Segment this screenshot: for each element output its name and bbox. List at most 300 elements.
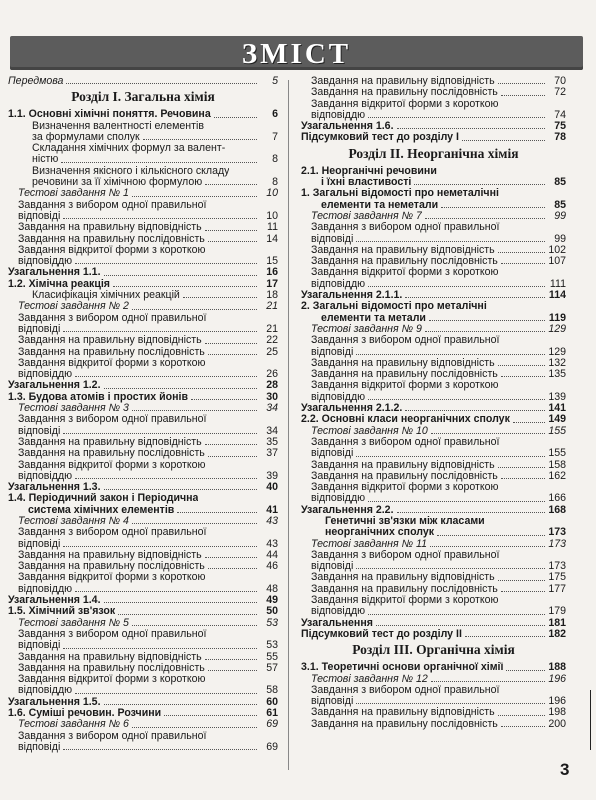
toc-page-number: 61 (266, 707, 278, 720)
toc-entry[interactable] (301, 200, 566, 211)
dot-leader (437, 535, 545, 536)
toc-page-number: 49 (266, 594, 278, 607)
dot-leader (63, 433, 257, 434)
toc-entry[interactable] (301, 561, 566, 572)
dot-leader (356, 354, 545, 355)
toc-entry-title: речовини за її хімічною формулою (32, 177, 203, 189)
toc-entry[interactable] (8, 267, 278, 278)
toc-entry[interactable] (8, 663, 278, 674)
toc-entry-title: Завдання відкритої форми з короткою (311, 595, 499, 607)
toc-entry[interactable] (8, 471, 278, 482)
toc-entry-title: Завдання відкритої форми з короткою (18, 572, 206, 584)
dot-leader (498, 83, 545, 84)
toc-page-number: 26 (266, 368, 278, 381)
dot-leader (75, 591, 257, 592)
toc-entry[interactable] (301, 121, 566, 132)
toc-entry[interactable] (8, 121, 278, 132)
toc-entry[interactable] (301, 110, 566, 121)
toc-entry-title: 1.2. Хімічна реакція (8, 278, 110, 290)
dot-leader (104, 275, 257, 276)
toc-page-number: 53 (266, 639, 278, 652)
toc-entry[interactable] (301, 245, 566, 256)
toc-entry[interactable] (301, 99, 566, 110)
dot-leader (63, 749, 257, 750)
toc-entry[interactable] (8, 652, 278, 663)
dot-leader (506, 670, 545, 671)
dot-leader (177, 512, 257, 513)
toc-entry[interactable] (8, 550, 278, 561)
dot-leader (430, 546, 545, 547)
toc-entry[interactable] (301, 76, 566, 87)
toc-entry[interactable] (8, 618, 278, 629)
toc-page-number: 53 (266, 616, 278, 629)
toc-page-number: 75 (554, 120, 566, 133)
toc-entry[interactable] (301, 188, 566, 199)
toc-entry[interactable] (8, 200, 278, 211)
dot-leader (441, 207, 545, 208)
dot-leader (205, 230, 257, 231)
toc-entry[interactable] (8, 674, 278, 685)
toc-entry[interactable] (301, 448, 566, 459)
toc-entry[interactable] (8, 76, 278, 87)
toc-entry-title: Узагальнення 1.4. (8, 595, 101, 607)
toc-entry[interactable] (301, 234, 566, 245)
toc-entry[interactable] (8, 572, 278, 583)
toc-entry[interactable] (301, 290, 566, 301)
dot-leader (205, 444, 257, 445)
dot-leader (356, 456, 545, 457)
toc-page-number: 78 (554, 131, 566, 144)
toc-entry[interactable] (301, 301, 566, 312)
toc-entry[interactable] (301, 595, 566, 606)
toc-entry[interactable] (8, 222, 278, 233)
toc-entry-title: Завдання відкритої форми з короткою (18, 459, 206, 471)
toc-entry-title: Завдання відкритої форми з короткою (18, 357, 206, 369)
toc-entry[interactable] (8, 606, 278, 617)
toc-entry-title: Завдання з вибором одної правильної (311, 436, 500, 448)
toc-entry[interactable] (8, 719, 278, 730)
toc-page-number: 129 (548, 322, 566, 335)
dot-leader (368, 117, 545, 118)
toc-entry[interactable] (8, 154, 278, 165)
toc-entry-title: 1.6. Суміші речовин. Розчини (8, 708, 162, 720)
toc-entry-title: Завдання на правильну відповідність (311, 357, 495, 369)
toc-entry-title: Узагальнення (301, 617, 373, 629)
toc-page-number: 60 (266, 695, 278, 708)
toc-entry[interactable] (301, 584, 566, 595)
toc-page-number: 21 (266, 300, 278, 313)
toc-entry-title: відповіді (18, 741, 61, 753)
dot-leader (132, 410, 257, 411)
dot-leader (498, 580, 545, 581)
toc-page-number: 21 (266, 322, 278, 335)
dot-leader (132, 309, 257, 310)
toc-entry[interactable] (301, 674, 566, 685)
toc-entry[interactable] (301, 347, 566, 358)
toc-entry[interactable] (8, 324, 278, 335)
toc-entry[interactable] (8, 143, 278, 154)
toc-entry[interactable] (8, 403, 278, 414)
section-heading: Розділ II. Неорганічна хімія (348, 145, 519, 161)
dot-leader (431, 681, 545, 682)
toc-entry[interactable] (8, 629, 278, 640)
toc-entry-title: 1. Загальні відомості про неметалічні (301, 188, 499, 200)
dot-leader (132, 196, 257, 197)
toc-page-number: 139 (548, 390, 566, 403)
dot-leader (208, 456, 257, 457)
dot-leader (104, 489, 257, 490)
toc-entry[interactable] (8, 584, 278, 595)
toc-page-number: 57 (266, 661, 278, 674)
toc-entry-title: Завдання на правильну послідовність (311, 256, 498, 268)
dot-leader (425, 331, 545, 332)
toc-entry-title: елементи та метали (321, 312, 426, 324)
dot-leader (498, 467, 545, 468)
toc-page-number: 40 (266, 481, 278, 494)
toc-entry-title: відповіді (311, 346, 354, 358)
toc-entry-title: відповіддю (311, 109, 366, 121)
dot-leader (368, 286, 545, 287)
dot-leader (164, 715, 257, 716)
toc-entry[interactable] (8, 211, 278, 222)
toc-entry-title: і їхні властивості (321, 177, 412, 189)
toc-entry[interactable] (301, 606, 566, 617)
toc-entry-title: Узагальнення 2.1.2. (301, 403, 403, 415)
dot-leader (425, 218, 545, 219)
toc-page-number: 74 (554, 108, 566, 121)
toc-entry[interactable] (301, 177, 566, 188)
toc-entry-title: Тестові завдання № 1 (18, 188, 129, 200)
toc-entry-title: Підсумковий тест до розділу II (301, 628, 462, 640)
toc-page-number: 34 (266, 424, 278, 437)
toc-page-number: 99 (554, 209, 566, 222)
dot-leader (75, 478, 257, 479)
toc-entry[interactable] (8, 380, 278, 391)
toc-entry[interactable] (301, 662, 566, 673)
toc-entry-title: Завдання на правильну послідовність (18, 233, 205, 245)
toc-entry-title: Передмова (8, 76, 64, 87)
toc-entry[interactable] (8, 132, 278, 143)
toc-page-number: 10 (266, 209, 278, 222)
dot-leader (501, 263, 545, 264)
toc-page-number: 111 (549, 277, 566, 290)
dot-leader (501, 95, 545, 96)
toc-entry-title: Тестові завдання № 10 (311, 425, 428, 437)
toc-entry[interactable] (301, 358, 566, 369)
toc-entry-title: Завдання на правильну послідовність (18, 561, 205, 573)
dot-leader (208, 568, 257, 569)
toc-entry[interactable] (301, 719, 566, 730)
dot-leader (429, 320, 545, 321)
toc-entry[interactable] (301, 324, 566, 335)
toc-entry[interactable] (301, 211, 566, 222)
toc-entry-title: відповіді (311, 696, 354, 708)
dot-leader (205, 659, 257, 660)
toc-page-number: 18 (266, 289, 278, 302)
toc-entry[interactable] (8, 290, 278, 301)
toc-entry[interactable] (8, 392, 278, 403)
toc-page-number: 85 (554, 198, 566, 211)
toc-entry[interactable] (301, 539, 566, 550)
toc-entry[interactable] (301, 392, 566, 403)
toc-entry[interactable] (301, 403, 566, 414)
dot-leader (501, 726, 545, 727)
toc-entry[interactable] (8, 460, 278, 471)
toc-entry[interactable] (301, 279, 566, 290)
toc-page-number: 198 (548, 706, 566, 719)
dot-leader (132, 727, 257, 728)
toc-entry[interactable] (8, 505, 278, 516)
toc-page-number: 168 (548, 503, 566, 516)
toc-entry-title: Завдання з вибором одної правильної (18, 312, 207, 324)
dot-leader (205, 343, 257, 344)
page-number: 3 (560, 760, 570, 779)
toc-entry-title: Завдання на правильну відповідність (18, 436, 202, 448)
dot-leader (66, 83, 257, 84)
toc-entry-title: за формулами сполук (32, 131, 140, 143)
toc-entry[interactable] (8, 234, 278, 245)
toc-entry-title: Завдання з вибором одної правильної (311, 222, 500, 234)
toc-entry[interactable] (301, 707, 566, 718)
toc-entry[interactable] (8, 279, 278, 290)
toc-entry[interactable] (301, 166, 566, 177)
toc-entry[interactable] (301, 482, 566, 493)
toc-entry[interactable] (301, 460, 566, 471)
toc-entry-title: Завдання на правильну послідовність (18, 346, 205, 358)
toc-entry[interactable] (8, 347, 278, 358)
toc-page-number: 102 (548, 243, 566, 256)
toc-page-number: 181 (548, 616, 566, 629)
toc-entry[interactable] (8, 482, 278, 493)
toc-entry[interactable] (301, 493, 566, 504)
toc-entry[interactable] (8, 426, 278, 437)
dot-leader (513, 422, 545, 423)
toc-entry[interactable] (8, 245, 278, 256)
toc-entry[interactable] (301, 437, 566, 448)
toc-entry[interactable] (301, 369, 566, 380)
toc-entry-title: Завдання з вибором одної правильної (311, 549, 500, 561)
dot-leader (118, 614, 257, 615)
toc-entry[interactable] (8, 358, 278, 369)
toc-entry-title: відповіді (18, 323, 61, 335)
toc-entry-title: Завдання відкритої форми з короткою (311, 380, 499, 392)
toc-entry-title: відповіддю (311, 391, 366, 403)
toc-entry[interactable] (301, 516, 566, 527)
toc-entry-title: Завдання на правильну послідовність (311, 470, 498, 482)
toc-page-number: 58 (266, 684, 278, 697)
dot-leader (208, 241, 257, 242)
toc-entry[interactable] (8, 256, 278, 267)
toc-entry-title: Завдання відкритої форми з короткою (18, 674, 206, 686)
toc-entry[interactable] (8, 640, 278, 651)
dot-leader (414, 184, 545, 185)
toc-entry[interactable] (301, 471, 566, 482)
toc-entry[interactable] (8, 109, 278, 120)
toc-entry-title: Завдання на правильну відповідність (18, 549, 202, 561)
toc-entry-title: відповіддю (18, 685, 73, 697)
toc-page-number: 15 (266, 255, 278, 268)
toc-entry-title: відповіддю (18, 470, 73, 482)
toc-page-number: 200 (548, 717, 566, 730)
toc-page-number: 173 (548, 526, 566, 539)
toc-entry[interactable] (8, 742, 278, 753)
toc-entry[interactable] (8, 188, 278, 199)
toc-entry[interactable] (8, 527, 278, 538)
toc-entry-title: Завдання з вибором одної правильної (311, 684, 500, 696)
dot-leader (498, 252, 545, 253)
dot-leader (498, 715, 545, 716)
dot-leader (205, 557, 257, 558)
dot-leader (465, 636, 545, 637)
toc-page-number: 8 (272, 153, 278, 166)
toc-page-number: 43 (266, 514, 278, 527)
toc-entry-title: Завдання відкритої форми з короткою (311, 98, 499, 110)
toc-entry[interactable] (301, 527, 566, 538)
toc-page-number: 35 (266, 435, 278, 448)
toc-entry-title: Тестові завдання № 7 (311, 210, 422, 222)
toc-entry-title: відповіді (311, 233, 354, 245)
toc-entry-title: відповіддю (311, 606, 366, 618)
toc-entry-title: Завдання з вибором одної правильної (18, 199, 207, 211)
toc-page-number: 41 (266, 503, 278, 516)
toc-page-number: 166 (548, 492, 566, 505)
page-title: ЗМІСТ (241, 38, 352, 70)
toc-page-number: 34 (266, 402, 278, 415)
toc-page-number: 17 (266, 277, 278, 290)
dot-leader (104, 602, 257, 603)
toc-page-number: 55 (266, 650, 278, 663)
toc-entry[interactable] (8, 539, 278, 550)
toc-page-number: 50 (266, 605, 278, 618)
toc-page-number: 10 (266, 187, 278, 200)
toc-entry[interactable] (301, 132, 566, 143)
toc-page-number: 22 (266, 334, 278, 347)
toc-entry[interactable] (8, 313, 278, 324)
toc-entry[interactable] (8, 177, 278, 188)
toc-entry-title: Тестові завдання № 9 (311, 323, 422, 335)
toc-entry-title: відповіддю (311, 278, 366, 290)
toc-entry-title: Завдання на правильну відповідність (311, 244, 495, 256)
dot-leader (75, 263, 257, 264)
toc-entry[interactable] (8, 731, 278, 742)
toc-entry[interactable] (8, 595, 278, 606)
dot-leader (498, 365, 545, 366)
dot-leader (104, 388, 257, 389)
toc-entry[interactable] (301, 313, 566, 324)
toc-entry[interactable] (301, 629, 566, 640)
toc-entry[interactable] (301, 426, 566, 437)
toc-entry[interactable] (301, 696, 566, 707)
toc-entry-title: Завдання з вибором одної правильної (18, 730, 207, 742)
toc-entry-title: Завдання з вибором одної правильної (18, 628, 207, 640)
dot-leader (63, 331, 257, 332)
toc-entry-title: Тестові завдання № 11 (311, 538, 428, 550)
toc-entry-title: Генетичні зв'язки між класами (325, 515, 485, 527)
toc-entry[interactable] (301, 335, 566, 346)
toc-entry[interactable] (301, 256, 566, 267)
toc-entry[interactable] (8, 166, 278, 177)
dot-leader (132, 625, 257, 626)
section-heading: Розділ III. Органічна хімія (352, 642, 515, 658)
toc-entry-title: відповіді (311, 448, 354, 460)
toc-entry[interactable] (8, 516, 278, 527)
toc-entry-title: Складання хімічних формул за валент- (32, 143, 226, 155)
toc-entry-title: Завдання на правильну послідовність (18, 662, 205, 674)
toc-page-number: 162 (548, 469, 566, 482)
toc-entry[interactable] (301, 267, 566, 278)
toc-right-column (301, 76, 566, 730)
toc-entry[interactable] (301, 572, 566, 583)
toc-page-number: 6 (272, 108, 278, 121)
toc-page-number: 129 (548, 345, 566, 358)
toc-entry-title: відповіддю (18, 583, 73, 595)
dot-leader (191, 399, 257, 400)
toc-entry-title: Завдання відкритої форми з короткою (311, 267, 499, 279)
toc-entry-title: відповіді (311, 561, 354, 573)
toc-page-number: 69 (266, 740, 278, 753)
toc-entry-title: відповіддю (18, 369, 73, 381)
toc-page-number: 196 (548, 672, 566, 685)
toc-entry-title: 2. Загальні відомості про металічні (301, 301, 487, 313)
toc-entry[interactable] (301, 550, 566, 561)
toc-entry[interactable] (301, 380, 566, 391)
toc-entry[interactable] (301, 505, 566, 516)
toc-entry[interactable] (8, 685, 278, 696)
toc-page-number: 132 (548, 356, 566, 369)
toc-entry-title: Завдання на правильну послідовність (311, 718, 498, 730)
toc-page-number: 141 (548, 402, 566, 415)
dot-leader (113, 286, 257, 287)
toc-entry[interactable] (301, 414, 566, 425)
dot-leader (368, 501, 545, 502)
toc-entry[interactable] (301, 685, 566, 696)
toc-entry-title: Підсумковий тест до розділу I (301, 132, 459, 144)
toc-page-number: 16 (266, 266, 278, 279)
dot-leader (376, 625, 545, 626)
title-banner (10, 36, 583, 70)
dot-leader (501, 478, 545, 479)
toc-entry[interactable] (8, 697, 278, 708)
toc-entry[interactable] (8, 561, 278, 572)
toc-entry-title: 3.1. Теоретичні основи органічної хімії (301, 662, 504, 674)
toc-page-number: 37 (266, 447, 278, 460)
toc-entry[interactable] (8, 414, 278, 425)
toc-entry-title: Завдання з вибором одної правильної (18, 527, 207, 539)
toc-entry[interactable] (8, 301, 278, 312)
toc-page-number: 173 (548, 560, 566, 573)
toc-entry[interactable] (8, 437, 278, 448)
toc-page-number: 8 (272, 176, 278, 189)
toc-entry-title: Завдання з вибором одної правильної (18, 414, 207, 426)
toc-entry[interactable] (8, 493, 278, 504)
toc-page-number: 158 (548, 458, 566, 471)
toc-entry[interactable] (8, 448, 278, 459)
toc-page-number: 179 (548, 605, 566, 618)
toc-page-number: 177 (548, 582, 566, 595)
toc-entry-title: Завдання на правильну послідовність (311, 583, 498, 595)
edge-line (590, 690, 591, 750)
toc-entry-title: 1.5. Хімічний зв'язок (8, 606, 116, 618)
toc-entry[interactable] (8, 708, 278, 719)
toc-entry[interactable] (301, 222, 566, 233)
toc-page-number: 69 (266, 718, 278, 731)
toc-entry-title: відповіді (18, 425, 61, 437)
toc-entry[interactable] (301, 87, 566, 98)
toc-entry[interactable] (8, 335, 278, 346)
toc-entry[interactable] (8, 369, 278, 380)
toc-entry[interactable] (301, 618, 566, 629)
toc-page-number: 99 (554, 232, 566, 245)
